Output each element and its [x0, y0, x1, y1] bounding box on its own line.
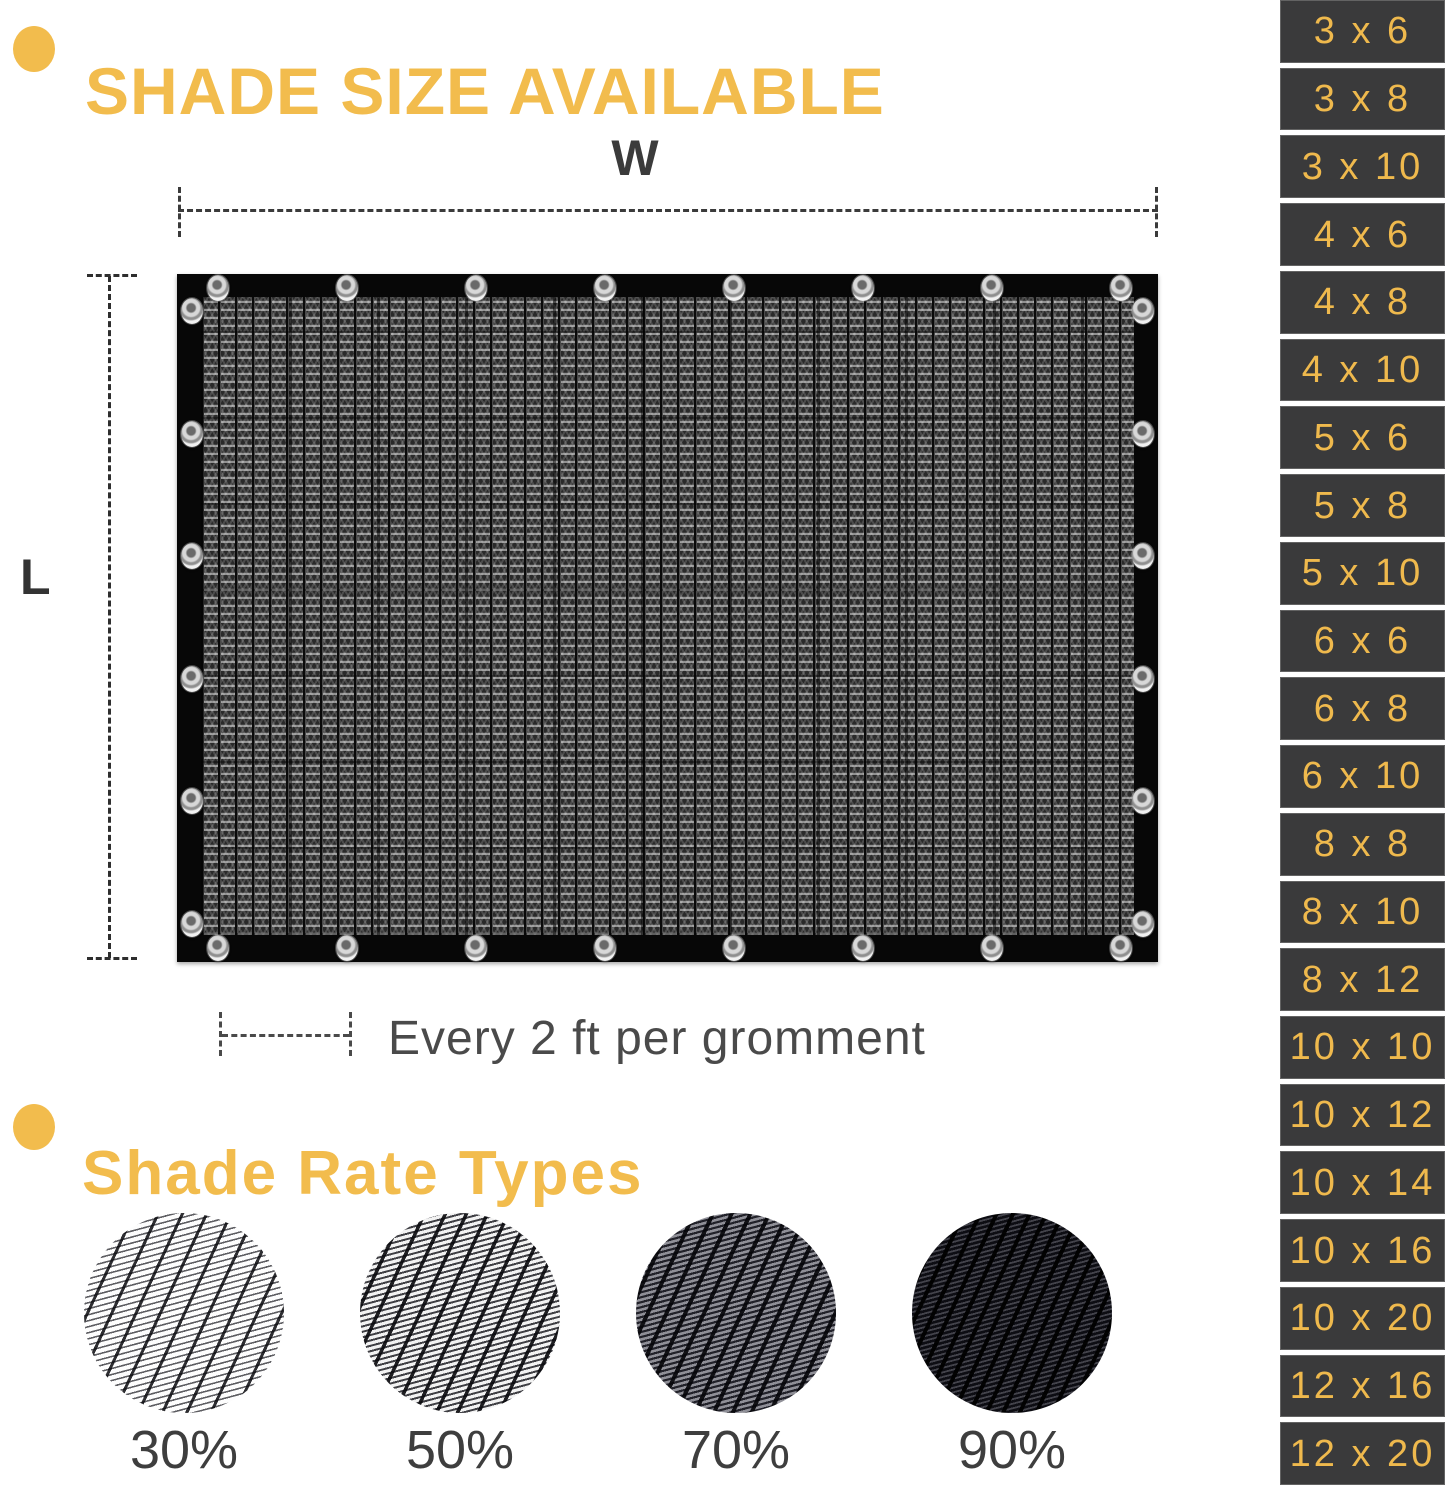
size-option-label: 3 x 10 — [1301, 145, 1424, 188]
grommet — [1132, 788, 1154, 814]
mesh-texture — [201, 297, 1134, 935]
size-option — [1280, 542, 1445, 605]
size-option-label: 4 x 6 — [1313, 213, 1412, 256]
grommet — [336, 275, 358, 301]
length-dimension-line — [108, 276, 111, 958]
bullet-icon — [13, 26, 55, 72]
mesh-sample-circle — [84, 1213, 284, 1413]
grommet — [465, 275, 487, 301]
grommet — [852, 935, 874, 961]
shade-rate-sample — [360, 1213, 560, 1480]
mesh-sample-circle — [636, 1213, 836, 1413]
size-option — [1280, 881, 1445, 944]
size-option-label: 4 x 8 — [1313, 281, 1412, 324]
size-option — [1280, 1219, 1445, 1282]
size-option — [1280, 1287, 1445, 1350]
mesh-sample-circle — [912, 1213, 1112, 1413]
size-option-label: 8 x 10 — [1301, 890, 1424, 933]
size-option-label: 12 x 16 — [1289, 1365, 1436, 1408]
grommet — [594, 935, 616, 961]
grommet — [1110, 935, 1132, 961]
size-option — [1280, 813, 1445, 876]
shade-rate-swatches — [84, 1213, 1112, 1480]
shade-rate-percent: 30% — [129, 1420, 239, 1480]
size-list — [1280, 0, 1445, 1485]
shade-net-illustration — [177, 274, 1158, 962]
grommet — [1132, 421, 1154, 447]
grommet — [181, 666, 203, 692]
size-option-label: 5 x 6 — [1313, 416, 1412, 459]
size-option — [1280, 474, 1445, 537]
size-option — [1280, 68, 1445, 131]
size-section-title: SHADE SIZE AVAILABLE — [85, 54, 885, 129]
size-option — [1280, 1422, 1445, 1485]
grommet — [1132, 911, 1154, 937]
grommet — [181, 298, 203, 324]
size-option — [1280, 677, 1445, 740]
grommet — [207, 275, 229, 301]
grommet — [1132, 298, 1154, 324]
grommet — [723, 275, 745, 301]
shade-rate-sample — [912, 1213, 1112, 1480]
length-dimension-label: L — [20, 549, 51, 605]
grommet-spacing-note: Every 2 ft per gromment — [388, 1012, 926, 1065]
grommet — [336, 935, 358, 961]
shade-rate-percent: 70% — [681, 1420, 791, 1480]
size-option-label: 3 x 6 — [1313, 10, 1412, 53]
size-option-label: 3 x 8 — [1313, 78, 1412, 121]
size-option-label: 10 x 20 — [1289, 1297, 1436, 1340]
grommet — [207, 935, 229, 961]
shade-rate-percent: 90% — [957, 1420, 1067, 1480]
size-option-label: 4 x 10 — [1301, 349, 1424, 392]
bullet-icon — [13, 1104, 55, 1150]
shade-rate-percent: 50% — [405, 1420, 515, 1480]
size-option-label: 10 x 16 — [1289, 1229, 1436, 1272]
size-option — [1280, 1355, 1445, 1418]
size-option-label: 6 x 6 — [1313, 619, 1412, 662]
grommet — [181, 543, 203, 569]
size-option-label: 5 x 8 — [1313, 484, 1412, 527]
size-option-label: 5 x 10 — [1301, 552, 1424, 595]
size-option-label: 12 x 20 — [1289, 1432, 1436, 1475]
rate-section-title: Shade Rate Types — [82, 1139, 644, 1209]
grommet-spacing-dimension — [219, 1012, 352, 1056]
size-option-label: 6 x 8 — [1313, 687, 1412, 730]
size-option — [1280, 745, 1445, 808]
size-option — [1280, 610, 1445, 673]
grommet — [1132, 666, 1154, 692]
size-option — [1280, 1016, 1445, 1079]
grommet — [465, 935, 487, 961]
size-option — [1280, 1151, 1445, 1214]
size-option — [1280, 406, 1445, 469]
grommet — [594, 275, 616, 301]
width-dimension-label: W — [611, 130, 659, 186]
mesh-sample-circle — [360, 1213, 560, 1413]
size-option-label: 10 x 14 — [1289, 1161, 1436, 1204]
shade-rate-sample — [84, 1213, 284, 1480]
grommet — [981, 275, 1003, 301]
width-dimension-line — [178, 209, 1158, 212]
grommet — [181, 788, 203, 814]
grommet — [1132, 543, 1154, 569]
grommet — [981, 935, 1003, 961]
size-option-label: 10 x 10 — [1289, 1026, 1436, 1069]
grommet — [723, 935, 745, 961]
size-option-label: 6 x 10 — [1301, 755, 1424, 798]
grommet — [852, 275, 874, 301]
size-option — [1280, 203, 1445, 266]
grommet — [181, 421, 203, 447]
size-option-label: 8 x 12 — [1301, 958, 1424, 1001]
size-option — [1280, 271, 1445, 334]
size-option-label: 10 x 12 — [1289, 1094, 1436, 1137]
grommet — [1110, 275, 1132, 301]
size-option — [1280, 339, 1445, 402]
size-option — [1280, 0, 1445, 63]
size-option — [1280, 1084, 1445, 1147]
shade-rate-sample — [636, 1213, 836, 1480]
grommet — [181, 911, 203, 937]
size-option — [1280, 948, 1445, 1011]
size-option — [1280, 135, 1445, 198]
size-option-label: 8 x 8 — [1313, 823, 1412, 866]
